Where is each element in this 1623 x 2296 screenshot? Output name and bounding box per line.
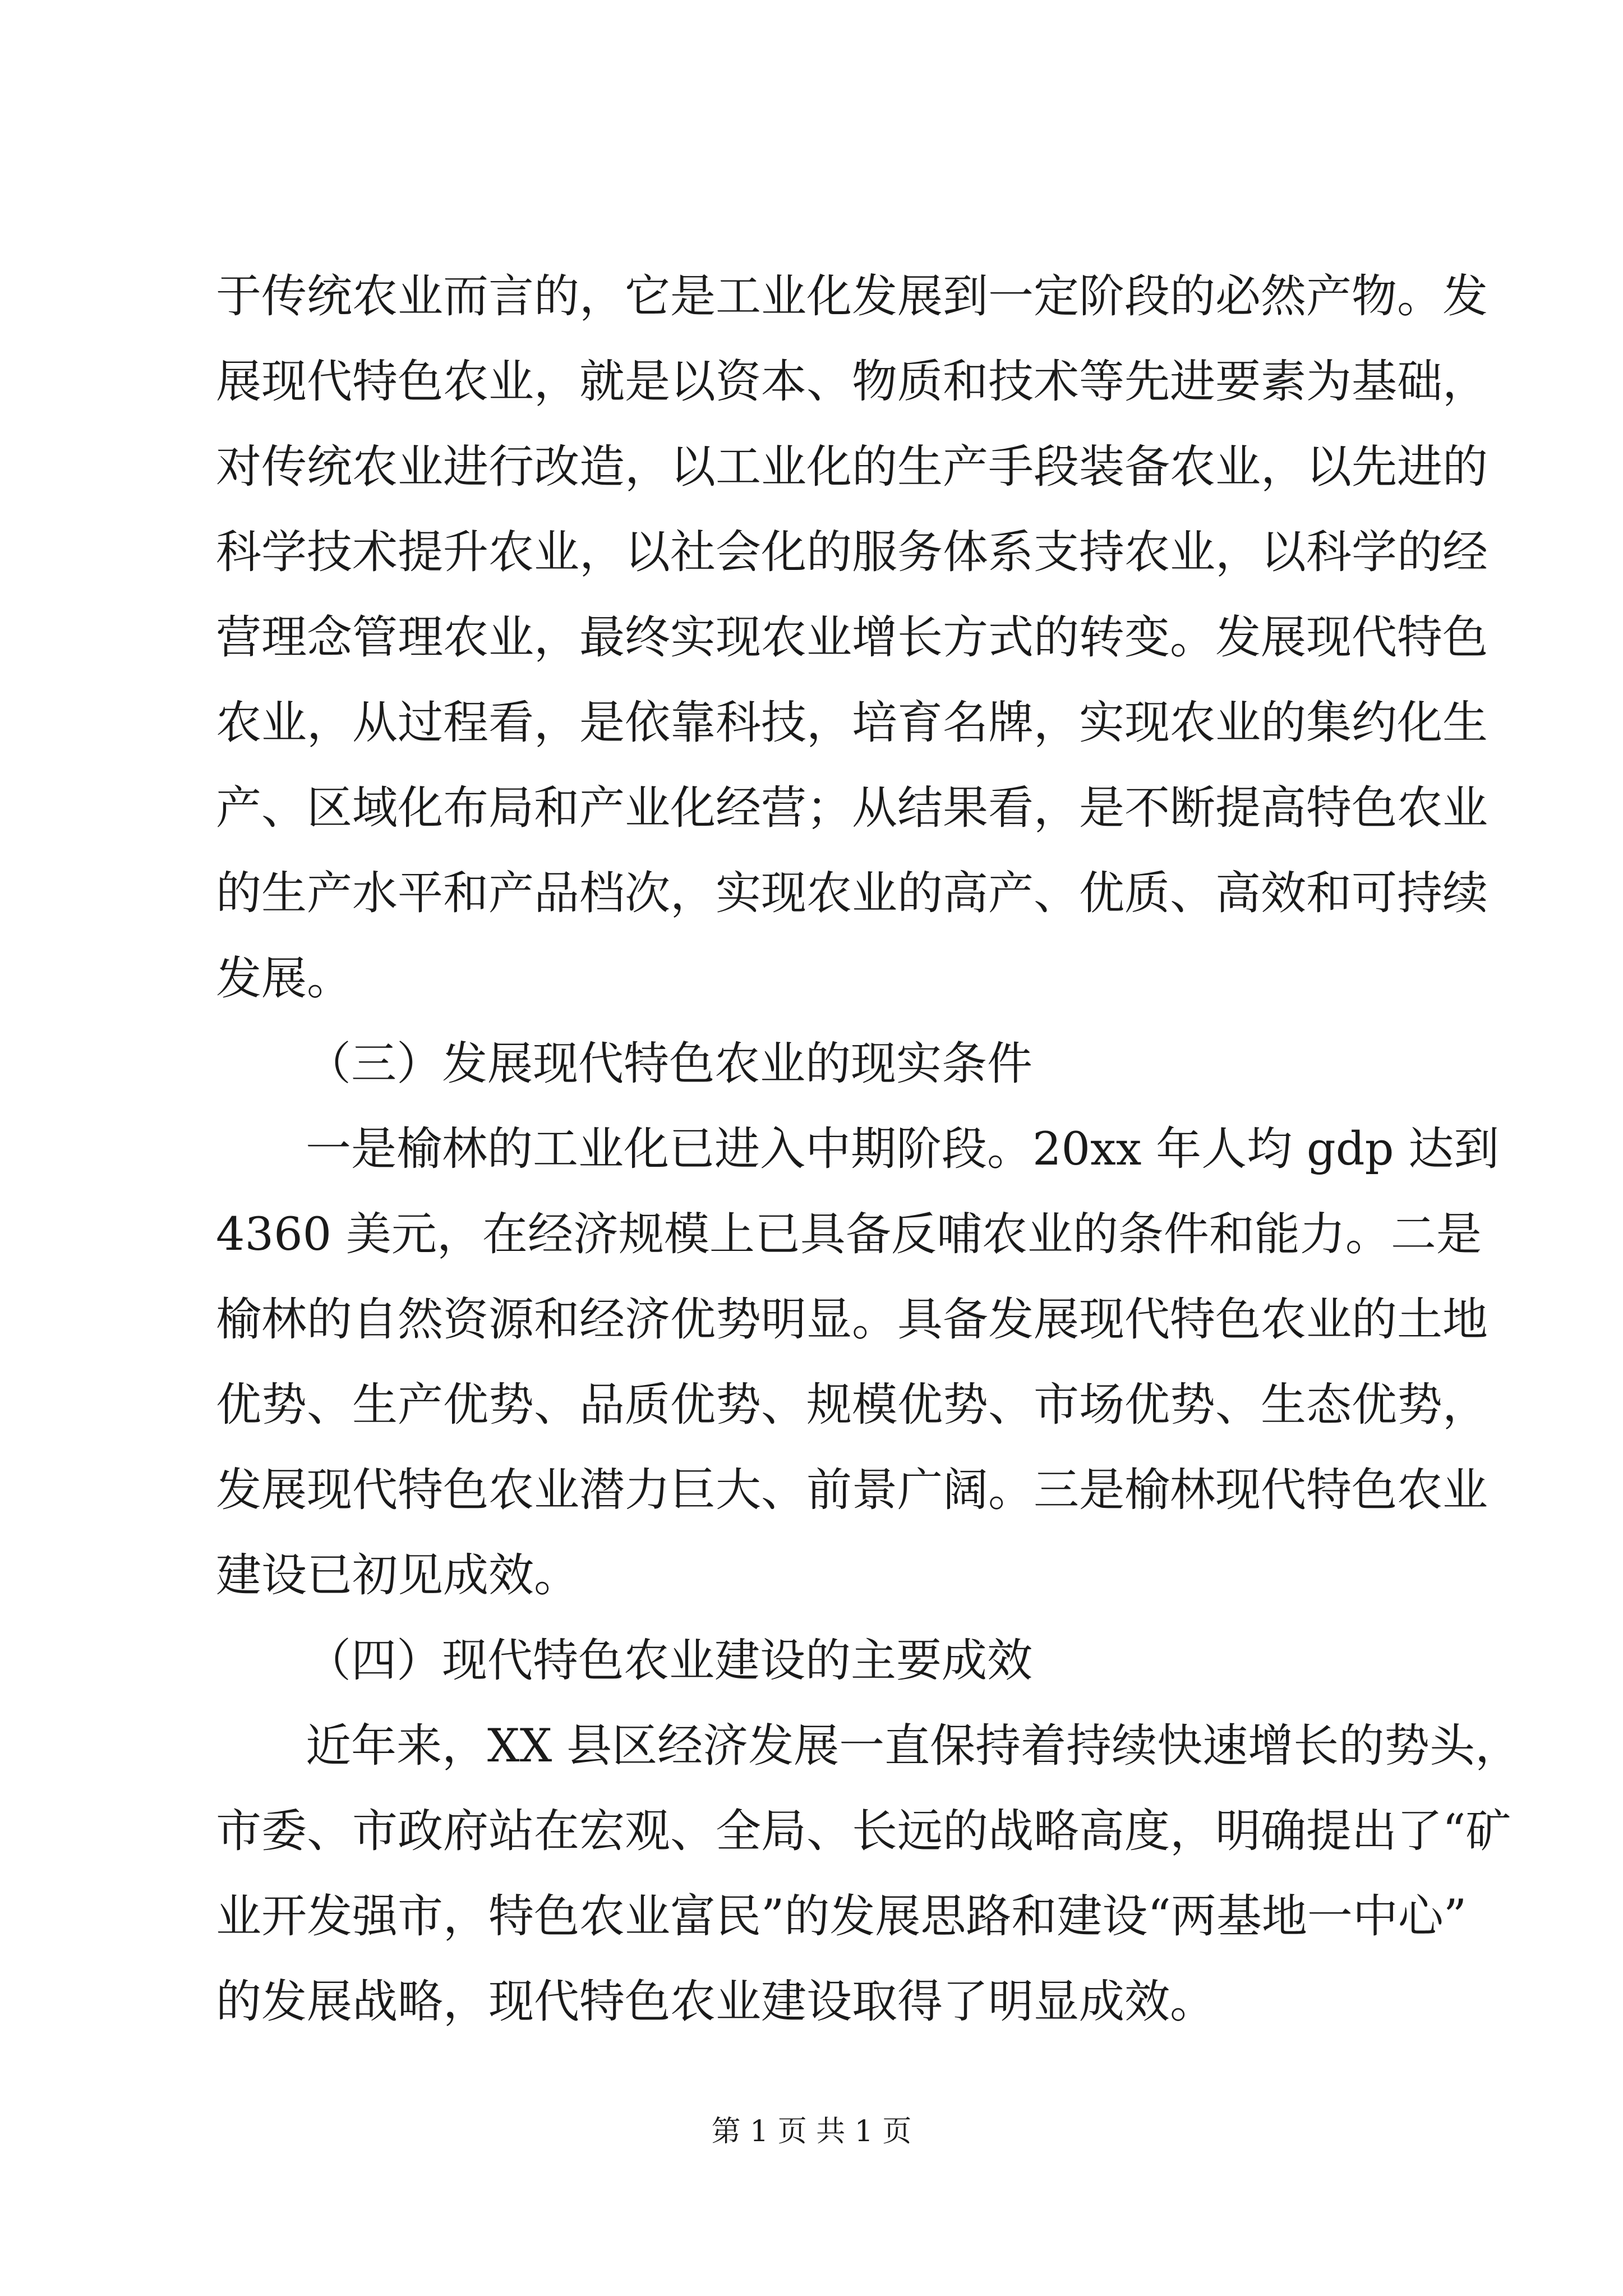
paragraph-line: 展现代特色农业，就是以资本、物质和技术等先进要素为基础，	[216, 356, 1488, 408]
paragraph-line: 的发展战略，现代特色农业建设取得了明显成效。	[216, 1976, 1216, 2028]
paragraph-line: 农业，从过程看，是依靠科技，培育名牌，实现农业的集约化生	[216, 697, 1488, 749]
paragraph-line: 发展现代特色农业潜力巨大、前景广阔。三是榆林现代特色农业	[216, 1464, 1488, 1517]
paragraph-line: 对传统农业进行改造，以工业化的生产手段装备农业，以先进的	[216, 441, 1488, 494]
section-heading: （四）现代特色农业建设的主要成效	[306, 1635, 1033, 1687]
paragraph-line: 建设已初见成效。	[216, 1549, 580, 1602]
section-heading: （三）发展现代特色农业的现实条件	[306, 1038, 1033, 1091]
paragraph-line: 一是榆林的工业化已进入中期阶段。20xx 年人均 gdp 达到	[306, 1123, 1500, 1176]
paragraph-line: 科学技术提升农业，以社会化的服务体系支持农业，以科学的经	[216, 526, 1488, 579]
paragraph-line: 市委、市政府站在宏观、全局、长远的战略高度，明确提出了“矿	[216, 1805, 1511, 1858]
paragraph-line: 产、区域化布局和产业化经营；从结果看，是不断提高特色农业	[216, 782, 1488, 835]
paragraph-line: 近年来，XX 县区经济发展一直保持着持续快速增长的势头，	[306, 1720, 1521, 1773]
paragraph-line: 于传统农业而言的，它是工业化发展到一定阶段的必然产物。发	[216, 270, 1488, 323]
paragraph-line: 的生产水平和产品档次，实现农业的高产、优质、高效和可持续	[216, 867, 1488, 920]
paragraph-line: 4360 美元，在经济规模上已具备反哺农业的条件和能力。二是	[216, 1208, 1482, 1261]
paragraph-line: 榆林的自然资源和经济优势明显。具备发展现代特色农业的土地	[216, 1294, 1488, 1346]
document-body	[216, 254, 1521, 2045]
paragraph-line: 营理念管理农业，最终实现农业增长方式的转变。发展现代特色	[216, 611, 1488, 664]
page-number: 第 1 页 共 1 页	[711, 2115, 912, 2148]
paragraph-line: 优势、生产优势、品质优势、规模优势、市场优势、生态优势，	[216, 1379, 1488, 1432]
page-footer	[0, 2109, 1623, 2154]
paragraph-line: 发展。	[216, 953, 353, 1005]
paragraph-line: 业开发强市，特色农业富民”的发展思路和建设“两基地一中心”	[216, 1890, 1467, 1943]
